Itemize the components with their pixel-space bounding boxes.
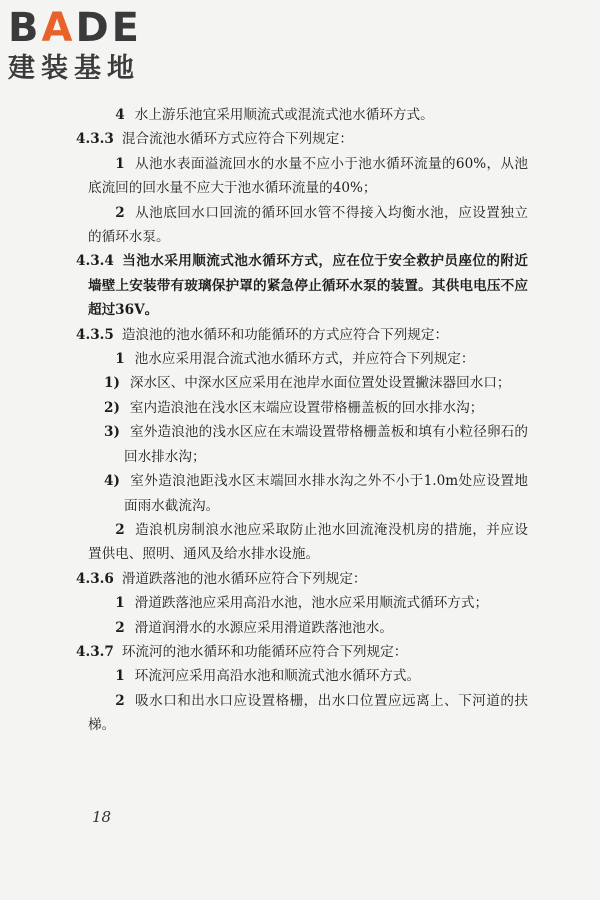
sub-item (88, 371, 528, 395)
list-item (88, 664, 528, 688)
paragraph-text: 滑道跌落池的池水循环应符合下列规定： (121, 570, 367, 587)
clause-number: 4.3.4 (76, 253, 114, 270)
paragraph-text: 环流河的池水循环和功能循环应符合下列规定： (121, 643, 408, 660)
item-number: 2 (115, 204, 125, 221)
clause-paragraph (76, 323, 528, 347)
list-item (88, 591, 528, 615)
list-item (88, 518, 528, 567)
paragraph-text: 环流河应采用高沿水池和顺流式池水循环方式。 (134, 668, 421, 685)
item-number: 1 (115, 351, 125, 368)
paragraph-text: 水上游乐池宜采用顺流式或混流式池水循环方式。 (134, 107, 434, 123)
list-item (88, 103, 528, 127)
document-body (76, 103, 528, 738)
item-number: 1 (115, 668, 125, 685)
sub-item-number: 2) (104, 399, 120, 416)
logo-accent-letter: A (41, 5, 76, 51)
list-item (88, 689, 528, 738)
paragraph-text: 室外造浪池距浅水区末端回水排水沟之外不小于1.0m处应设置地面雨水截流沟。 (124, 473, 528, 514)
sub-item (88, 396, 528, 420)
paragraph-text: 滑道跌落池应采用高沿水池，池水应采用顺流式循环方式； (134, 595, 489, 612)
clause-paragraph (76, 640, 528, 664)
list-item (88, 347, 528, 371)
logo-subtitle: 建装基地 (8, 53, 140, 84)
page-number: 18 (92, 808, 112, 826)
paragraph-text: 造浪池的池水循环和功能循环的方式应符合下列规定： (121, 326, 449, 343)
list-item (88, 152, 528, 201)
sub-item-number: 1) (104, 375, 120, 392)
item-number: 2 (115, 619, 125, 636)
paragraph-text: 滑道润滑水的水源应采用滑道跌落池池水。 (134, 619, 393, 636)
clause-number: 4.3.3 (76, 131, 114, 148)
paragraph-text: 从池水表面溢流回水的水量不应小于池水循环流量的60%，从池底流回的回水量不应大于池水循环流量的40%； (88, 155, 528, 197)
paragraph-text: 吸水口和出水口应设置格栅，出水口位置应远离上、下河道的扶梯。 (88, 692, 528, 734)
item-number: 1 (115, 155, 125, 172)
list-item (88, 616, 528, 640)
bade-logo (8, 6, 208, 86)
paragraph-text: 混合流池水循环方式应符合下列规定： (121, 131, 353, 148)
sub-item-number: 4) (104, 473, 120, 490)
clause-paragraph (76, 249, 528, 322)
item-number: 1 (115, 595, 125, 612)
sub-item (88, 469, 528, 518)
paragraph-text: 池水应采用混合流式池水循环方式，并应符合下列规定： (134, 351, 475, 368)
paragraph-text: 造浪机房制浪水池应采取防止池水回流淹没机房的措施，并应设置供电、照明、通风及给水排水设施。 (88, 521, 528, 563)
paragraph-text: 室内造浪池在浅水区末端应设置带格栅盖板的回水排水沟； (129, 399, 484, 416)
paragraph-text: 深水区、中深水区应采用在池岸水面位置处设置撇沫器回水口； (129, 375, 511, 392)
sub-item-number: 3) (104, 424, 120, 441)
clause-paragraph (76, 127, 528, 151)
paragraph-text: 当池水采用顺流式池水循环方式，应在位于安全救护员座位的附近墙壁上安装带有玻璃保护罩的紧急停止循环水泵的装置。其供电电压不应超过36V。 (88, 253, 528, 319)
clause-number: 4.3.7 (76, 643, 114, 660)
list-item (88, 201, 528, 250)
sub-item (88, 420, 528, 469)
clause-paragraph (76, 567, 528, 591)
paragraph-text: 室外造浪池的浅水区应在末端设置带格栅盖板和填有小粒径卵石的回水排水沟； (124, 424, 528, 465)
paragraph-text: 从池底回水口回流的循环回水管不得接入均衡水池，应设置独立的循环水泵。 (88, 204, 528, 246)
item-number: 2 (115, 521, 125, 538)
item-number: 2 (115, 692, 125, 709)
logo-wordmark: BADE (8, 5, 142, 51)
clause-number: 4.3.5 (76, 326, 114, 343)
item-number: 4 (115, 107, 125, 123)
clause-number: 4.3.6 (76, 570, 114, 587)
